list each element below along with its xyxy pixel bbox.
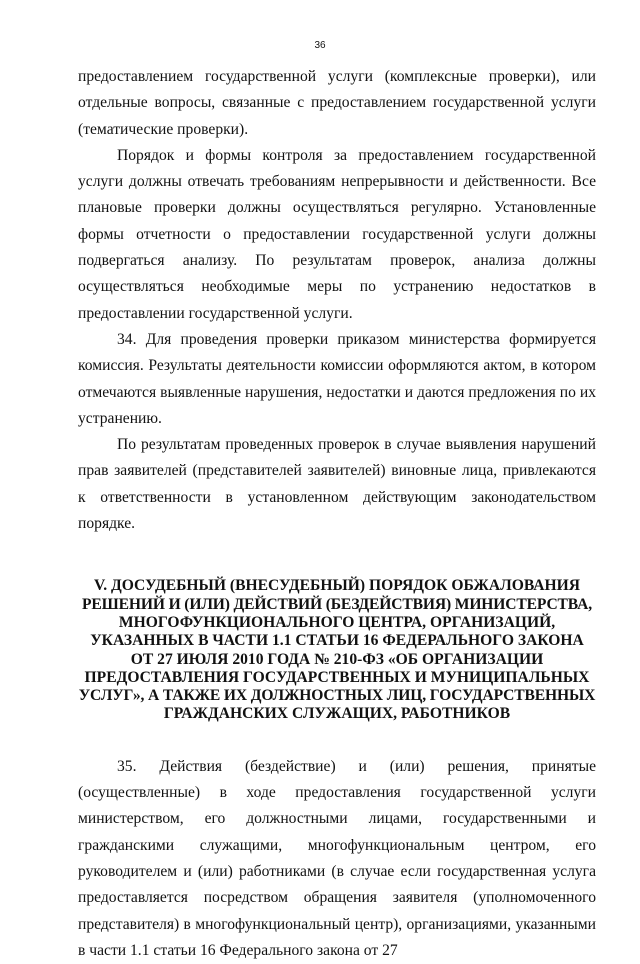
page-number: 36	[314, 40, 326, 51]
section-heading-line: ОТ 27 ИЮЛЯ 2010 ГОДА № 210-ФЗ «ОБ ОРГАНИЗАЦИИ	[130, 650, 544, 668]
paragraph-item-34: 34. Для проведения проверки приказом министерства формируется комиссия. Результаты деятельности комиссии оформляются актом, в котором отмечаются выявленные нарушения, недостатки и даются предложения по их устранению.	[78, 330, 596, 427]
section-heading-line: V. ДОСУДЕБНЫЙ (ВНЕСУДЕБНЫЙ) ПОРЯДОК ОБЖАЛОВАНИЯ	[93, 577, 581, 595]
section-heading-line: ПРЕДОСТАВЛЕНИЯ ГОСУДАРСТВЕННЫХ И МУНИЦИПАЛЬНЫХ	[84, 668, 590, 686]
section-heading-line: ГРАЖДАНСКИХ СЛУЖАЩИХ, РАБОТНИКОВ	[163, 705, 511, 723]
section-heading-line: УКАЗАННЫХ В ЧАСТИ 1.1 СТАТЬИ 16 ФЕДЕРАЛЬНОГО ЗАКОНА	[90, 632, 584, 650]
paragraph-continuation: предоставлением государственной услуги (комплексные проверки), или отдельные вопросы, связанные с предоставлением государственной услуги (тематические проверки).	[78, 68, 596, 138]
paragraph-control-procedure: Порядок и формы контроля за предоставлением государственной услуги должны отвечать требованиям непрерывности и действенности. Все плановые проверки должны осуществляться регулярно. Установленные формы отчетности о предоставлении государственной услуги должны подвергаться анализу. По результатам проверок, анализа должны осуществляться необходимые меры по устранению недостатков в предоставлении государственной услуги.	[78, 146, 596, 322]
section-heading	[78, 577, 596, 723]
document-body	[78, 64, 596, 964]
paragraph-item-35: 35. Действия (бездействие) и (или) решения, принятые (осуществленные) в ходе предоставления государственной услуги министерством, его должностными лицами, государственными и гражданскими служащими, многофункциональным центром, его руководителем и (или) работниками (в случае если государственная услуга предоставляется посредством обращения заявителя (уполномоченного представителя) в многофункциональный центр), организациями, указанными в части 1.1 статьи 16 Федерального закона от 27	[78, 757, 596, 959]
section-heading-line: МНОГОФУНКЦИОНАЛЬНОГО ЦЕНТРА, ОРГАНИЗАЦИЙ,	[118, 613, 556, 631]
section-heading-line: РЕШЕНИЙ И (ИЛИ) ДЕЙСТВИЙ (БЕЗДЕЙСТВИЯ) МИНИСТЕРСТВА,	[82, 595, 592, 613]
paragraph-liability: По результатам проведенных проверок в случае выявления нарушений прав заявителей (представителей заявителей) виновные лица, привлекаются к ответственности в установленном действующим законодательством порядке.	[78, 436, 596, 533]
section-heading-line: УСЛУГ», А ТАКЖЕ ИХ ДОЛЖНОСТНЫХ ЛИЦ, ГОСУДАРСТВЕННЫХ	[78, 687, 596, 705]
